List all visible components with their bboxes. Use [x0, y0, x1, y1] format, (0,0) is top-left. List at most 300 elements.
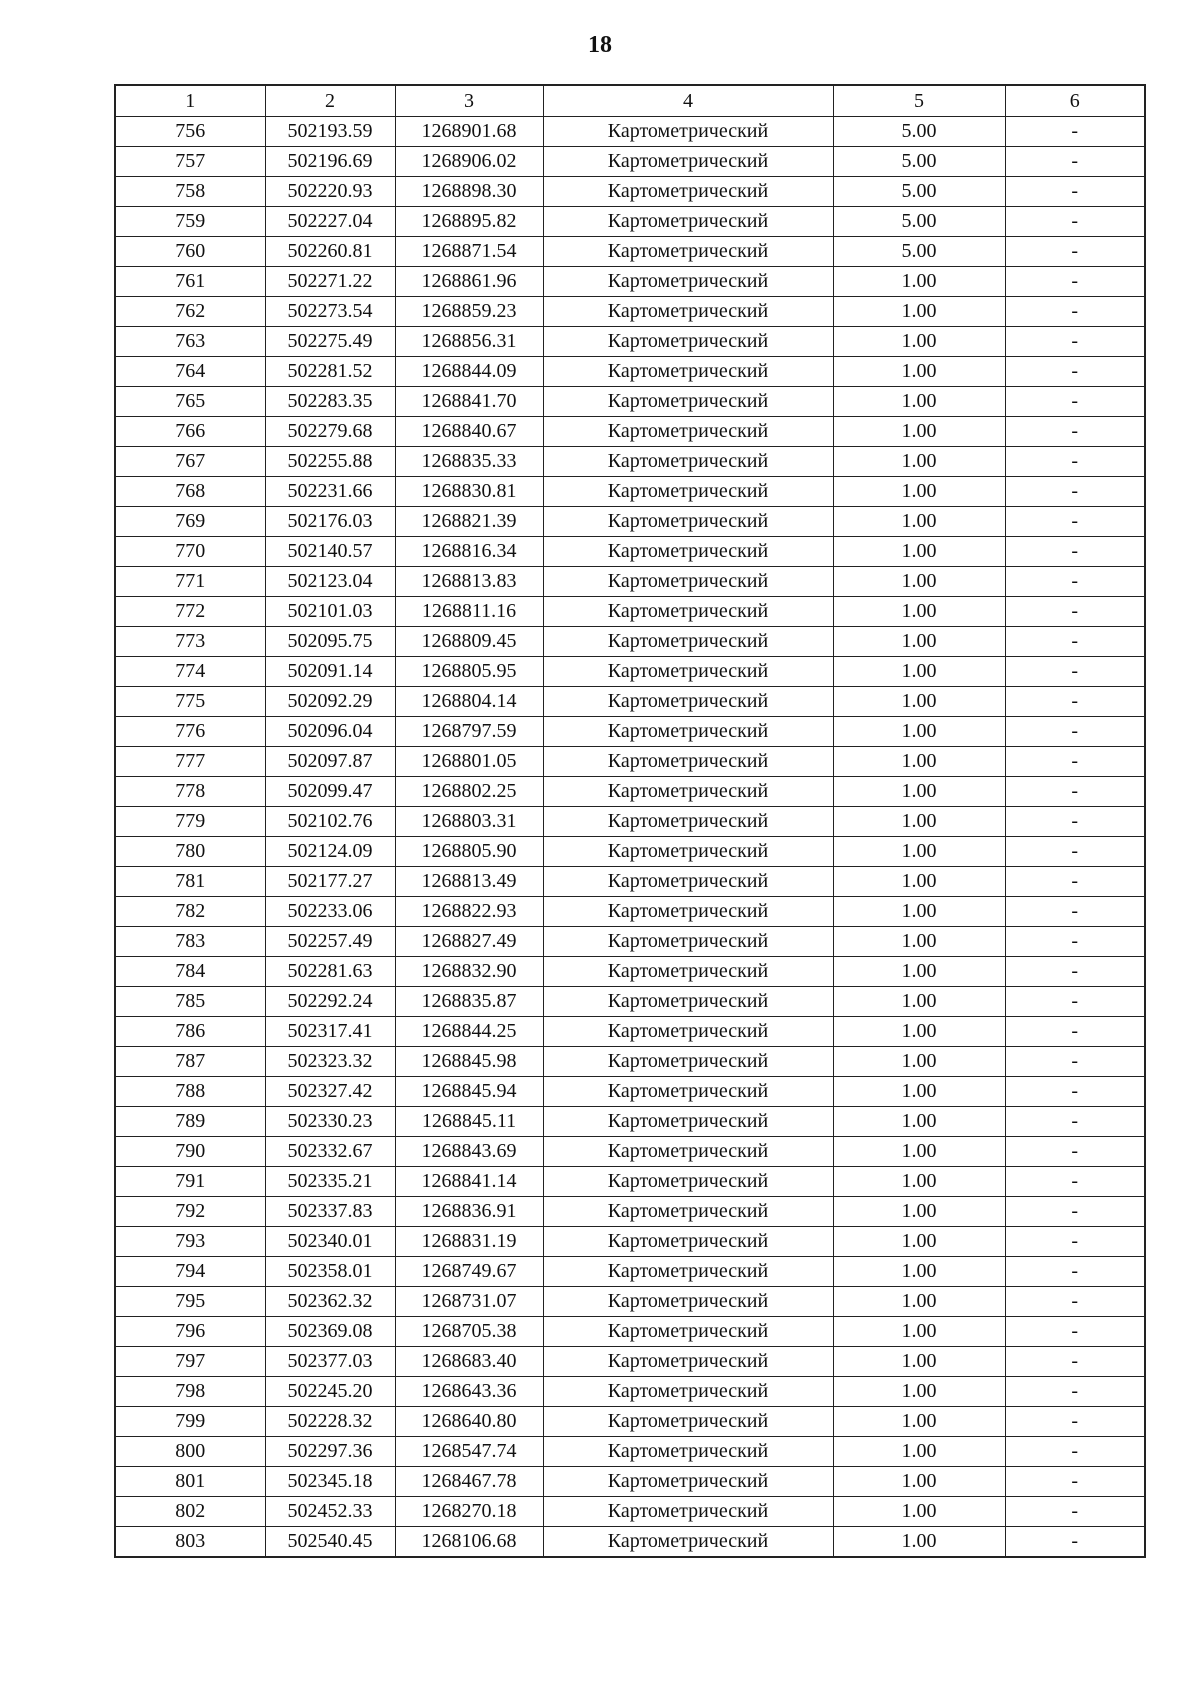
- method-cell: Картометрический: [543, 897, 833, 927]
- method-cell: Картометрический: [543, 537, 833, 567]
- note-cell: -: [1005, 1197, 1145, 1227]
- table-row: [115, 207, 1145, 237]
- point-number-cell: 794: [115, 1257, 265, 1287]
- table-row: [115, 1377, 1145, 1407]
- note-cell: -: [1005, 537, 1145, 567]
- method-cell: Картометрический: [543, 447, 833, 477]
- x-coordinate-cell: 502283.35: [265, 387, 395, 417]
- x-coordinate-cell: 502335.21: [265, 1167, 395, 1197]
- method-cell: Картометрический: [543, 1227, 833, 1257]
- method-cell: Картометрический: [543, 297, 833, 327]
- method-cell: Картометрический: [543, 597, 833, 627]
- y-coordinate-cell: 1268845.11: [395, 1107, 543, 1137]
- x-coordinate-cell: 502193.59: [265, 117, 395, 147]
- note-cell: -: [1005, 327, 1145, 357]
- accuracy-cell: 1.00: [833, 1437, 1005, 1467]
- method-cell: Картометрический: [543, 1047, 833, 1077]
- note-cell: -: [1005, 1347, 1145, 1377]
- point-number-cell: 762: [115, 297, 265, 327]
- table-row: [115, 327, 1145, 357]
- y-coordinate-cell: 1268841.14: [395, 1167, 543, 1197]
- x-coordinate-cell: 502540.45: [265, 1527, 395, 1558]
- accuracy-cell: 5.00: [833, 147, 1005, 177]
- note-cell: -: [1005, 1377, 1145, 1407]
- point-number-cell: 769: [115, 507, 265, 537]
- table-row: [115, 477, 1145, 507]
- point-number-cell: 784: [115, 957, 265, 987]
- accuracy-cell: 1.00: [833, 1317, 1005, 1347]
- x-coordinate-cell: 502123.04: [265, 567, 395, 597]
- note-cell: -: [1005, 807, 1145, 837]
- method-cell: Картометрический: [543, 477, 833, 507]
- accuracy-cell: 1.00: [833, 597, 1005, 627]
- accuracy-cell: 1.00: [833, 1257, 1005, 1287]
- y-coordinate-cell: 1268845.94: [395, 1077, 543, 1107]
- x-coordinate-cell: 502220.93: [265, 177, 395, 207]
- accuracy-cell: 1.00: [833, 897, 1005, 927]
- x-coordinate-cell: 502330.23: [265, 1107, 395, 1137]
- point-number-cell: 783: [115, 927, 265, 957]
- x-coordinate-cell: 502092.29: [265, 687, 395, 717]
- x-coordinate-cell: 502228.32: [265, 1407, 395, 1437]
- note-cell: -: [1005, 447, 1145, 477]
- point-number-cell: 778: [115, 777, 265, 807]
- note-cell: -: [1005, 267, 1145, 297]
- note-cell: -: [1005, 477, 1145, 507]
- y-coordinate-cell: 1268803.31: [395, 807, 543, 837]
- table-row: [115, 927, 1145, 957]
- point-number-cell: 796: [115, 1317, 265, 1347]
- y-coordinate-cell: 1268844.09: [395, 357, 543, 387]
- table-header-row: [115, 85, 1145, 117]
- method-cell: Картометрический: [543, 777, 833, 807]
- point-number-cell: 792: [115, 1197, 265, 1227]
- note-cell: -: [1005, 387, 1145, 417]
- method-cell: Картометрический: [543, 1437, 833, 1467]
- accuracy-cell: 1.00: [833, 1527, 1005, 1558]
- table-row: [115, 1347, 1145, 1377]
- y-coordinate-cell: 1268906.02: [395, 147, 543, 177]
- point-number-cell: 797: [115, 1347, 265, 1377]
- table-row: [115, 1317, 1145, 1347]
- table-row: [115, 507, 1145, 537]
- point-number-cell: 780: [115, 837, 265, 867]
- x-coordinate-cell: 502317.41: [265, 1017, 395, 1047]
- y-coordinate-cell: 1268811.16: [395, 597, 543, 627]
- y-coordinate-cell: 1268831.19: [395, 1227, 543, 1257]
- accuracy-cell: 1.00: [833, 1287, 1005, 1317]
- accuracy-cell: 1.00: [833, 1347, 1005, 1377]
- y-coordinate-cell: 1268859.23: [395, 297, 543, 327]
- column-header: 2: [265, 85, 395, 117]
- x-coordinate-cell: 502292.24: [265, 987, 395, 1017]
- column-header: 5: [833, 85, 1005, 117]
- method-cell: Картометрический: [543, 1377, 833, 1407]
- method-cell: Картометрический: [543, 267, 833, 297]
- table-row: [115, 1407, 1145, 1437]
- point-number-cell: 776: [115, 717, 265, 747]
- accuracy-cell: 1.00: [833, 777, 1005, 807]
- point-number-cell: 793: [115, 1227, 265, 1257]
- x-coordinate-cell: 502257.49: [265, 927, 395, 957]
- accuracy-cell: 1.00: [833, 1107, 1005, 1137]
- x-coordinate-cell: 502255.88: [265, 447, 395, 477]
- accuracy-cell: 1.00: [833, 267, 1005, 297]
- table-row: [115, 777, 1145, 807]
- note-cell: -: [1005, 1257, 1145, 1287]
- table-row: [115, 807, 1145, 837]
- accuracy-cell: 1.00: [833, 567, 1005, 597]
- table-body: [115, 117, 1145, 1558]
- y-coordinate-cell: 1268856.31: [395, 327, 543, 357]
- y-coordinate-cell: 1268640.80: [395, 1407, 543, 1437]
- method-cell: Картометрический: [543, 207, 833, 237]
- x-coordinate-cell: 502362.32: [265, 1287, 395, 1317]
- accuracy-cell: 1.00: [833, 837, 1005, 867]
- point-number-cell: 770: [115, 537, 265, 567]
- note-cell: -: [1005, 987, 1145, 1017]
- y-coordinate-cell: 1268871.54: [395, 237, 543, 267]
- table-row: [115, 447, 1145, 477]
- accuracy-cell: 1.00: [833, 447, 1005, 477]
- coordinates-table: [114, 84, 1146, 1558]
- method-cell: Картометрический: [543, 1107, 833, 1137]
- table-row: [115, 1167, 1145, 1197]
- y-coordinate-cell: 1268804.14: [395, 687, 543, 717]
- table-row: [115, 687, 1145, 717]
- point-number-cell: 759: [115, 207, 265, 237]
- y-coordinate-cell: 1268816.34: [395, 537, 543, 567]
- method-cell: Картометрический: [543, 117, 833, 147]
- note-cell: -: [1005, 717, 1145, 747]
- point-number-cell: 772: [115, 597, 265, 627]
- point-number-cell: 771: [115, 567, 265, 597]
- y-coordinate-cell: 1268835.33: [395, 447, 543, 477]
- page-number: 18: [588, 32, 612, 58]
- accuracy-cell: 1.00: [833, 1227, 1005, 1257]
- method-cell: Картометрический: [543, 717, 833, 747]
- note-cell: -: [1005, 927, 1145, 957]
- point-number-cell: 763: [115, 327, 265, 357]
- x-coordinate-cell: 502260.81: [265, 237, 395, 267]
- table-row: [115, 567, 1145, 597]
- x-coordinate-cell: 502369.08: [265, 1317, 395, 1347]
- y-coordinate-cell: 1268467.78: [395, 1467, 543, 1497]
- note-cell: -: [1005, 1047, 1145, 1077]
- method-cell: Картометрический: [543, 957, 833, 987]
- note-cell: -: [1005, 357, 1145, 387]
- point-number-cell: 798: [115, 1377, 265, 1407]
- note-cell: -: [1005, 747, 1145, 777]
- table-row: [115, 417, 1145, 447]
- note-cell: -: [1005, 1527, 1145, 1558]
- point-number-cell: 758: [115, 177, 265, 207]
- y-coordinate-cell: 1268843.69: [395, 1137, 543, 1167]
- y-coordinate-cell: 1268827.49: [395, 927, 543, 957]
- point-number-cell: 790: [115, 1137, 265, 1167]
- note-cell: -: [1005, 1077, 1145, 1107]
- note-cell: -: [1005, 1317, 1145, 1347]
- method-cell: Картометрический: [543, 357, 833, 387]
- method-cell: Картометрический: [543, 1497, 833, 1527]
- table-row: [115, 1197, 1145, 1227]
- accuracy-cell: 1.00: [833, 357, 1005, 387]
- x-coordinate-cell: 502358.01: [265, 1257, 395, 1287]
- note-cell: -: [1005, 897, 1145, 927]
- method-cell: Картометрический: [543, 927, 833, 957]
- accuracy-cell: 1.00: [833, 327, 1005, 357]
- y-coordinate-cell: 1268802.25: [395, 777, 543, 807]
- point-number-cell: 774: [115, 657, 265, 687]
- table-row: [115, 867, 1145, 897]
- y-coordinate-cell: 1268705.38: [395, 1317, 543, 1347]
- accuracy-cell: 1.00: [833, 1137, 1005, 1167]
- accuracy-cell: 1.00: [833, 957, 1005, 987]
- column-header: 3: [395, 85, 543, 117]
- accuracy-cell: 1.00: [833, 657, 1005, 687]
- method-cell: Картометрический: [543, 1407, 833, 1437]
- note-cell: -: [1005, 117, 1145, 147]
- table-row: [115, 1137, 1145, 1167]
- table-row: [115, 297, 1145, 327]
- y-coordinate-cell: 1268901.68: [395, 117, 543, 147]
- table-row: [115, 357, 1145, 387]
- x-coordinate-cell: 502271.22: [265, 267, 395, 297]
- point-number-cell: 789: [115, 1107, 265, 1137]
- note-cell: -: [1005, 1107, 1145, 1137]
- accuracy-cell: 1.00: [833, 1407, 1005, 1437]
- y-coordinate-cell: 1268895.82: [395, 207, 543, 237]
- note-cell: -: [1005, 1137, 1145, 1167]
- table-row: [115, 1257, 1145, 1287]
- y-coordinate-cell: 1268801.05: [395, 747, 543, 777]
- note-cell: -: [1005, 867, 1145, 897]
- method-cell: Картометрический: [543, 1257, 833, 1287]
- point-number-cell: 775: [115, 687, 265, 717]
- table-row: [115, 1047, 1145, 1077]
- y-coordinate-cell: 1268813.49: [395, 867, 543, 897]
- x-coordinate-cell: 502245.20: [265, 1377, 395, 1407]
- y-coordinate-cell: 1268813.83: [395, 567, 543, 597]
- column-header: 6: [1005, 85, 1145, 117]
- table-row: [115, 237, 1145, 267]
- note-cell: -: [1005, 627, 1145, 657]
- note-cell: -: [1005, 567, 1145, 597]
- y-coordinate-cell: 1268821.39: [395, 507, 543, 537]
- note-cell: -: [1005, 237, 1145, 267]
- note-cell: -: [1005, 837, 1145, 867]
- note-cell: -: [1005, 1287, 1145, 1317]
- method-cell: Картометрический: [543, 507, 833, 537]
- y-coordinate-cell: 1268830.81: [395, 477, 543, 507]
- y-coordinate-cell: 1268809.45: [395, 627, 543, 657]
- x-coordinate-cell: 502140.57: [265, 537, 395, 567]
- accuracy-cell: 5.00: [833, 237, 1005, 267]
- table-row: [115, 747, 1145, 777]
- x-coordinate-cell: 502337.83: [265, 1197, 395, 1227]
- table-row: [115, 897, 1145, 927]
- method-cell: Картометрический: [543, 987, 833, 1017]
- table-row: [115, 1437, 1145, 1467]
- note-cell: -: [1005, 1497, 1145, 1527]
- y-coordinate-cell: 1268841.70: [395, 387, 543, 417]
- note-cell: -: [1005, 1227, 1145, 1257]
- table-row: [115, 267, 1145, 297]
- x-coordinate-cell: 502233.06: [265, 897, 395, 927]
- note-cell: -: [1005, 1017, 1145, 1047]
- x-coordinate-cell: 502176.03: [265, 507, 395, 537]
- column-header: 1: [115, 85, 265, 117]
- method-cell: Картометрический: [543, 1467, 833, 1497]
- point-number-cell: 766: [115, 417, 265, 447]
- method-cell: Картометрический: [543, 177, 833, 207]
- y-coordinate-cell: 1268805.90: [395, 837, 543, 867]
- y-coordinate-cell: 1268106.68: [395, 1527, 543, 1558]
- y-coordinate-cell: 1268822.93: [395, 897, 543, 927]
- note-cell: -: [1005, 207, 1145, 237]
- x-coordinate-cell: 502281.52: [265, 357, 395, 387]
- accuracy-cell: 1.00: [833, 507, 1005, 537]
- accuracy-cell: 1.00: [833, 627, 1005, 657]
- note-cell: -: [1005, 1467, 1145, 1497]
- accuracy-cell: 1.00: [833, 1197, 1005, 1227]
- method-cell: Картометрический: [543, 147, 833, 177]
- note-cell: -: [1005, 1437, 1145, 1467]
- point-number-cell: 800: [115, 1437, 265, 1467]
- point-number-cell: 786: [115, 1017, 265, 1047]
- point-number-cell: 802: [115, 1497, 265, 1527]
- point-number-cell: 801: [115, 1467, 265, 1497]
- method-cell: Картометрический: [543, 1077, 833, 1107]
- y-coordinate-cell: 1268845.98: [395, 1047, 543, 1077]
- table-row: [115, 987, 1145, 1017]
- accuracy-cell: 1.00: [833, 537, 1005, 567]
- accuracy-cell: 1.00: [833, 1077, 1005, 1107]
- x-coordinate-cell: 502102.76: [265, 807, 395, 837]
- accuracy-cell: 1.00: [833, 1017, 1005, 1047]
- y-coordinate-cell: 1268898.30: [395, 177, 543, 207]
- note-cell: -: [1005, 507, 1145, 537]
- accuracy-cell: 1.00: [833, 297, 1005, 327]
- x-coordinate-cell: 502297.36: [265, 1437, 395, 1467]
- table-row: [115, 1227, 1145, 1257]
- x-coordinate-cell: 502323.32: [265, 1047, 395, 1077]
- point-number-cell: 768: [115, 477, 265, 507]
- note-cell: -: [1005, 777, 1145, 807]
- x-coordinate-cell: 502377.03: [265, 1347, 395, 1377]
- accuracy-cell: 5.00: [833, 207, 1005, 237]
- x-coordinate-cell: 502099.47: [265, 777, 395, 807]
- method-cell: Картометрический: [543, 1197, 833, 1227]
- method-cell: Картометрический: [543, 1137, 833, 1167]
- point-number-cell: 765: [115, 387, 265, 417]
- point-number-cell: 773: [115, 627, 265, 657]
- accuracy-cell: 1.00: [833, 1497, 1005, 1527]
- point-number-cell: 788: [115, 1077, 265, 1107]
- y-coordinate-cell: 1268832.90: [395, 957, 543, 987]
- method-cell: Картометрический: [543, 1287, 833, 1317]
- point-number-cell: 764: [115, 357, 265, 387]
- table-row: [115, 537, 1145, 567]
- y-coordinate-cell: 1268797.59: [395, 717, 543, 747]
- note-cell: -: [1005, 177, 1145, 207]
- x-coordinate-cell: 502124.09: [265, 837, 395, 867]
- y-coordinate-cell: 1268844.25: [395, 1017, 543, 1047]
- point-number-cell: 803: [115, 1527, 265, 1558]
- y-coordinate-cell: 1268643.36: [395, 1377, 543, 1407]
- accuracy-cell: 1.00: [833, 1047, 1005, 1077]
- note-cell: -: [1005, 687, 1145, 717]
- accuracy-cell: 1.00: [833, 1467, 1005, 1497]
- method-cell: Картометрический: [543, 1347, 833, 1377]
- point-number-cell: 787: [115, 1047, 265, 1077]
- table-row: [115, 177, 1145, 207]
- method-cell: Картометрический: [543, 417, 833, 447]
- table-row: [115, 837, 1145, 867]
- point-number-cell: 757: [115, 147, 265, 177]
- point-number-cell: 777: [115, 747, 265, 777]
- note-cell: -: [1005, 657, 1145, 687]
- table-row: [115, 1017, 1145, 1047]
- y-coordinate-cell: 1268835.87: [395, 987, 543, 1017]
- table-row: [115, 1467, 1145, 1497]
- accuracy-cell: 1.00: [833, 987, 1005, 1017]
- accuracy-cell: 1.00: [833, 927, 1005, 957]
- x-coordinate-cell: 502275.49: [265, 327, 395, 357]
- method-cell: Картометрический: [543, 387, 833, 417]
- table-row: [115, 1287, 1145, 1317]
- point-number-cell: 799: [115, 1407, 265, 1437]
- point-number-cell: 785: [115, 987, 265, 1017]
- method-cell: Картометрический: [543, 1017, 833, 1047]
- x-coordinate-cell: 502327.42: [265, 1077, 395, 1107]
- note-cell: -: [1005, 957, 1145, 987]
- accuracy-cell: 1.00: [833, 477, 1005, 507]
- method-cell: Картометрический: [543, 807, 833, 837]
- y-coordinate-cell: 1268749.67: [395, 1257, 543, 1287]
- table-row: [115, 597, 1145, 627]
- table-row: [115, 117, 1145, 147]
- method-cell: Картометрический: [543, 687, 833, 717]
- y-coordinate-cell: 1268683.40: [395, 1347, 543, 1377]
- point-number-cell: 781: [115, 867, 265, 897]
- method-cell: Картометрический: [543, 747, 833, 777]
- x-coordinate-cell: 502095.75: [265, 627, 395, 657]
- y-coordinate-cell: 1268840.67: [395, 417, 543, 447]
- y-coordinate-cell: 1268836.91: [395, 1197, 543, 1227]
- table-row: [115, 1107, 1145, 1137]
- y-coordinate-cell: 1268861.96: [395, 267, 543, 297]
- method-cell: Картометрический: [543, 867, 833, 897]
- point-number-cell: 779: [115, 807, 265, 837]
- column-header: 4: [543, 85, 833, 117]
- table-row: [115, 1497, 1145, 1527]
- table-row: [115, 957, 1145, 987]
- y-coordinate-cell: 1268547.74: [395, 1437, 543, 1467]
- point-number-cell: 791: [115, 1167, 265, 1197]
- y-coordinate-cell: 1268731.07: [395, 1287, 543, 1317]
- method-cell: Картометрический: [543, 837, 833, 867]
- x-coordinate-cell: 502091.14: [265, 657, 395, 687]
- method-cell: Картометрический: [543, 627, 833, 657]
- method-cell: Картометрический: [543, 1527, 833, 1558]
- table-row: [115, 147, 1145, 177]
- x-coordinate-cell: 502196.69: [265, 147, 395, 177]
- accuracy-cell: 5.00: [833, 177, 1005, 207]
- x-coordinate-cell: 502345.18: [265, 1467, 395, 1497]
- point-number-cell: 795: [115, 1287, 265, 1317]
- accuracy-cell: 1.00: [833, 417, 1005, 447]
